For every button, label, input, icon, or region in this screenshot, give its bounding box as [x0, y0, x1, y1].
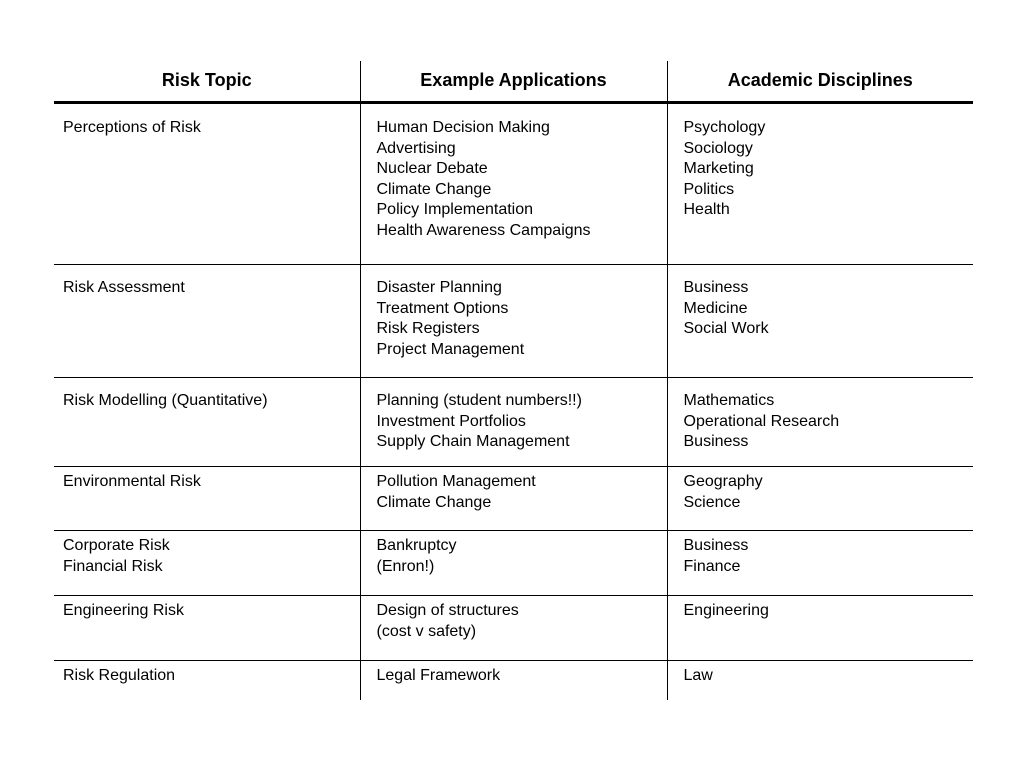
table-header — [54, 61, 973, 103]
cell-line: Treatment Options — [376, 299, 509, 317]
cell-line: Social Work — [683, 320, 769, 337]
table-row — [54, 378, 973, 467]
risk-topic-cell — [54, 531, 360, 596]
academic-disciplines-cell — [667, 531, 973, 596]
cell-line: Risk Registers — [376, 320, 480, 337]
table-row — [54, 596, 973, 661]
header-example-applications: Example Applications — [360, 61, 667, 103]
academic-disciplines-cell — [667, 661, 973, 700]
cell-line: Human Decision Making — [376, 119, 550, 136]
risk-topic-cell — [54, 103, 360, 265]
cell-line: Engineering Risk — [63, 602, 184, 619]
table-row — [54, 661, 973, 700]
cell-line: Business — [683, 433, 749, 450]
cell-line: Disaster Planning — [376, 279, 502, 296]
cell-line: Marketing — [683, 160, 754, 177]
cell-line: Advertising — [376, 139, 456, 157]
example-applications-cell — [360, 467, 667, 531]
cell-line: Engineering — [683, 602, 769, 619]
cell-line: Health Awareness Campaigns — [376, 221, 591, 239]
risk-topic-cell — [54, 467, 360, 531]
cell-line: Risk Assessment — [63, 279, 185, 296]
example-applications-cell — [360, 531, 667, 596]
risk-topic-cell — [54, 661, 360, 700]
table-row — [54, 531, 973, 596]
cell-line: Risk Regulation — [63, 667, 176, 684]
cell-line: Policy Implementation — [376, 201, 534, 218]
table-row — [54, 103, 973, 265]
cell-line: (cost v safety) — [376, 622, 477, 640]
cell-line: Project Management — [376, 340, 525, 358]
example-applications-cell — [360, 103, 667, 265]
cell-line: Sociology — [683, 139, 753, 157]
cell-line: Investment Portfolios — [376, 412, 526, 430]
cell-line: Supply Chain Management — [376, 433, 570, 450]
cell-line: Corporate Risk — [63, 537, 170, 554]
risk-topic-cell — [54, 596, 360, 661]
header-academic-disciplines: Academic Disciplines — [667, 61, 973, 103]
cell-line: Design of structures — [376, 602, 519, 619]
cell-line: Planning (student numbers!!) — [376, 392, 582, 409]
cell-line: Operational Research — [683, 412, 840, 430]
example-applications-cell — [360, 661, 667, 700]
risk-table — [54, 61, 973, 700]
example-applications-cell — [360, 596, 667, 661]
academic-disciplines-cell — [667, 467, 973, 531]
cell-line: Environmental Risk — [63, 473, 201, 490]
cell-line: Law — [683, 667, 713, 684]
cell-line: Perceptions of Risk — [63, 119, 201, 136]
cell-line: Psychology — [683, 119, 766, 136]
cell-line: Legal Framework — [376, 667, 501, 684]
example-applications-cell — [360, 265, 667, 378]
cell-line: Nuclear Debate — [376, 160, 488, 177]
academic-disciplines-cell — [667, 265, 973, 378]
cell-line: Finance — [683, 557, 741, 575]
cell-line: Financial Risk — [63, 557, 163, 575]
academic-disciplines-cell — [667, 103, 973, 265]
cell-line: Climate Change — [376, 180, 492, 198]
table-row — [54, 265, 973, 378]
academic-disciplines-cell — [667, 378, 973, 467]
risk-topic-cell — [54, 265, 360, 378]
cell-line: Medicine — [683, 299, 748, 317]
academic-disciplines-cell — [667, 596, 973, 661]
cell-line: Business — [683, 279, 749, 296]
cell-line: Health — [683, 201, 730, 218]
table-row — [54, 467, 973, 531]
risk-topic-cell — [54, 378, 360, 467]
cell-line: Pollution Management — [376, 473, 536, 490]
cell-line: Business — [683, 537, 749, 554]
table-body — [54, 103, 973, 700]
cell-line: Climate Change — [376, 493, 492, 511]
cell-line: Science — [683, 493, 741, 511]
cell-line: Geography — [683, 473, 763, 490]
cell-line: Politics — [683, 180, 735, 198]
cell-line: Mathematics — [683, 392, 775, 409]
cell-line: (Enron!) — [376, 557, 435, 575]
header-row — [54, 61, 973, 103]
example-applications-cell — [360, 378, 667, 467]
cell-line: Bankruptcy — [376, 537, 457, 554]
cell-line: Risk Modelling (Quantitative) — [63, 392, 268, 409]
header-risk-topic: Risk Topic — [54, 61, 360, 103]
